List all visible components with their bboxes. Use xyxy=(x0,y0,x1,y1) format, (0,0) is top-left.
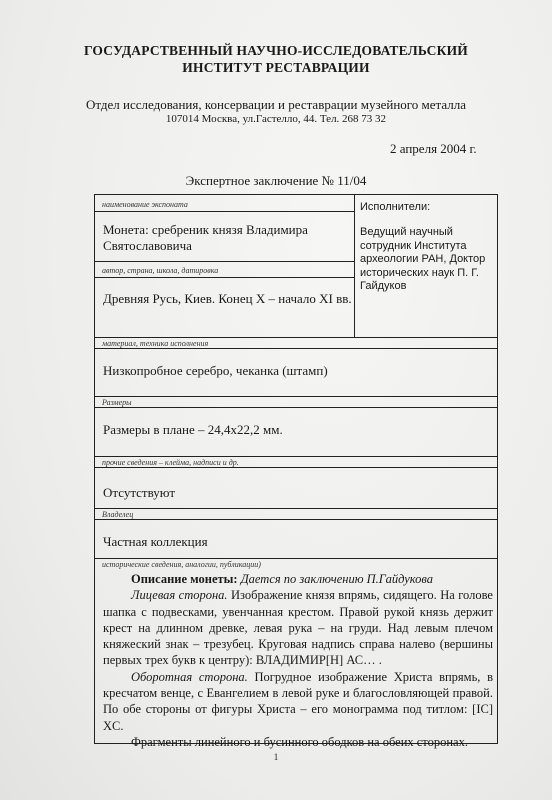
material-label: материал, техника исполнения xyxy=(102,339,209,348)
row-divider xyxy=(95,456,497,457)
obverse-label: Лицевая сторона. xyxy=(131,588,228,603)
reverse-text: Погрудное изображение Христа впрямь, в кресчатом венце, с Евангелием в левой руке и благословляющей правой. По обе стороны от фигуры Христа – его монограмма под титлом: [IC] XC. xyxy=(103,669,493,733)
owner-value: Частная коллекция xyxy=(103,534,208,549)
row-divider xyxy=(95,519,497,520)
reverse-label: Оборотная сторона. xyxy=(131,669,248,684)
row-divider xyxy=(95,348,497,349)
owner-label: Владелец xyxy=(102,510,134,519)
column-divider xyxy=(354,195,355,338)
history-label: исторические сведения, аналогии, публикации) xyxy=(102,560,261,569)
author-value: Древняя Русь, Киев. Конец X – начало XI вв. xyxy=(103,291,352,306)
obverse-text: Изображение князя впрямь, сидящего. На голове шапка с подвесками, увенчанная крестом. Правой рукой князь держит крест на длинном древке, левая рука – на груди. Над левым плечом княжеский знак – трезубец. Круговая надпись справа налево (вершины первых трех букв к центру): ВЛАДИМИР[Н] АС… . xyxy=(103,588,493,668)
address: 107014 Москва, ул.Гастелло, 44. Тел. 268 73 32 xyxy=(165,113,387,125)
exhibit-value-line2: Святославовича xyxy=(103,238,192,253)
executors-value: Ведущий научный сотрудник Института археологии РАН, Доктор исторических наук П. Г. Гайдуков xyxy=(360,226,486,292)
description-source: Дается по заключению П.Гайдукова xyxy=(237,572,434,586)
exhibit-label: наименование экспоната xyxy=(102,200,188,209)
coin-description xyxy=(103,571,493,750)
rims-text: Фрагменты линейного и бусинного ободков на обеих сторонах. xyxy=(131,734,468,749)
conclusion-title: Экспертное заключение № 11/04 xyxy=(185,173,367,188)
size-value: Размеры в плане – 24,4х22,2 мм. xyxy=(103,422,283,437)
executors-label: Исполнители: xyxy=(360,201,431,213)
description-title: Описание монеты: xyxy=(131,572,238,586)
row-divider xyxy=(95,261,354,262)
row-divider xyxy=(95,277,354,278)
exhibit-value-line1: Монета: сребреник князя Владимира xyxy=(103,222,308,237)
row-divider xyxy=(95,337,497,338)
material-value: Низкопробное серебро, чеканка (штамп) xyxy=(103,363,328,378)
department-name: Отдел исследования, консервации и реставрации музейного металла xyxy=(86,97,466,112)
other-info-label: прочие сведения – клейма, надписи и др. xyxy=(102,458,239,467)
size-label: Размеры xyxy=(102,398,132,407)
row-divider xyxy=(95,396,497,397)
institute-name-line1: ГОСУДАРСТВЕННЫЙ НАУЧНО-ИССЛЕДОВАТЕЛЬСКИЙ xyxy=(83,43,468,58)
institute-name-line2: ИНСТИТУТ РЕСТАВРАЦИИ xyxy=(182,60,370,75)
row-divider xyxy=(95,508,497,509)
page-number: 1 xyxy=(273,752,279,762)
row-divider xyxy=(95,211,354,212)
row-divider xyxy=(95,558,497,559)
document-date: 2 апреля 2004 г. xyxy=(390,141,477,156)
row-divider xyxy=(95,407,497,408)
author-label: автор, страна, школа, датировка xyxy=(102,266,219,275)
row-divider xyxy=(95,467,497,468)
other-info-value: Отсутствуют xyxy=(103,485,176,500)
